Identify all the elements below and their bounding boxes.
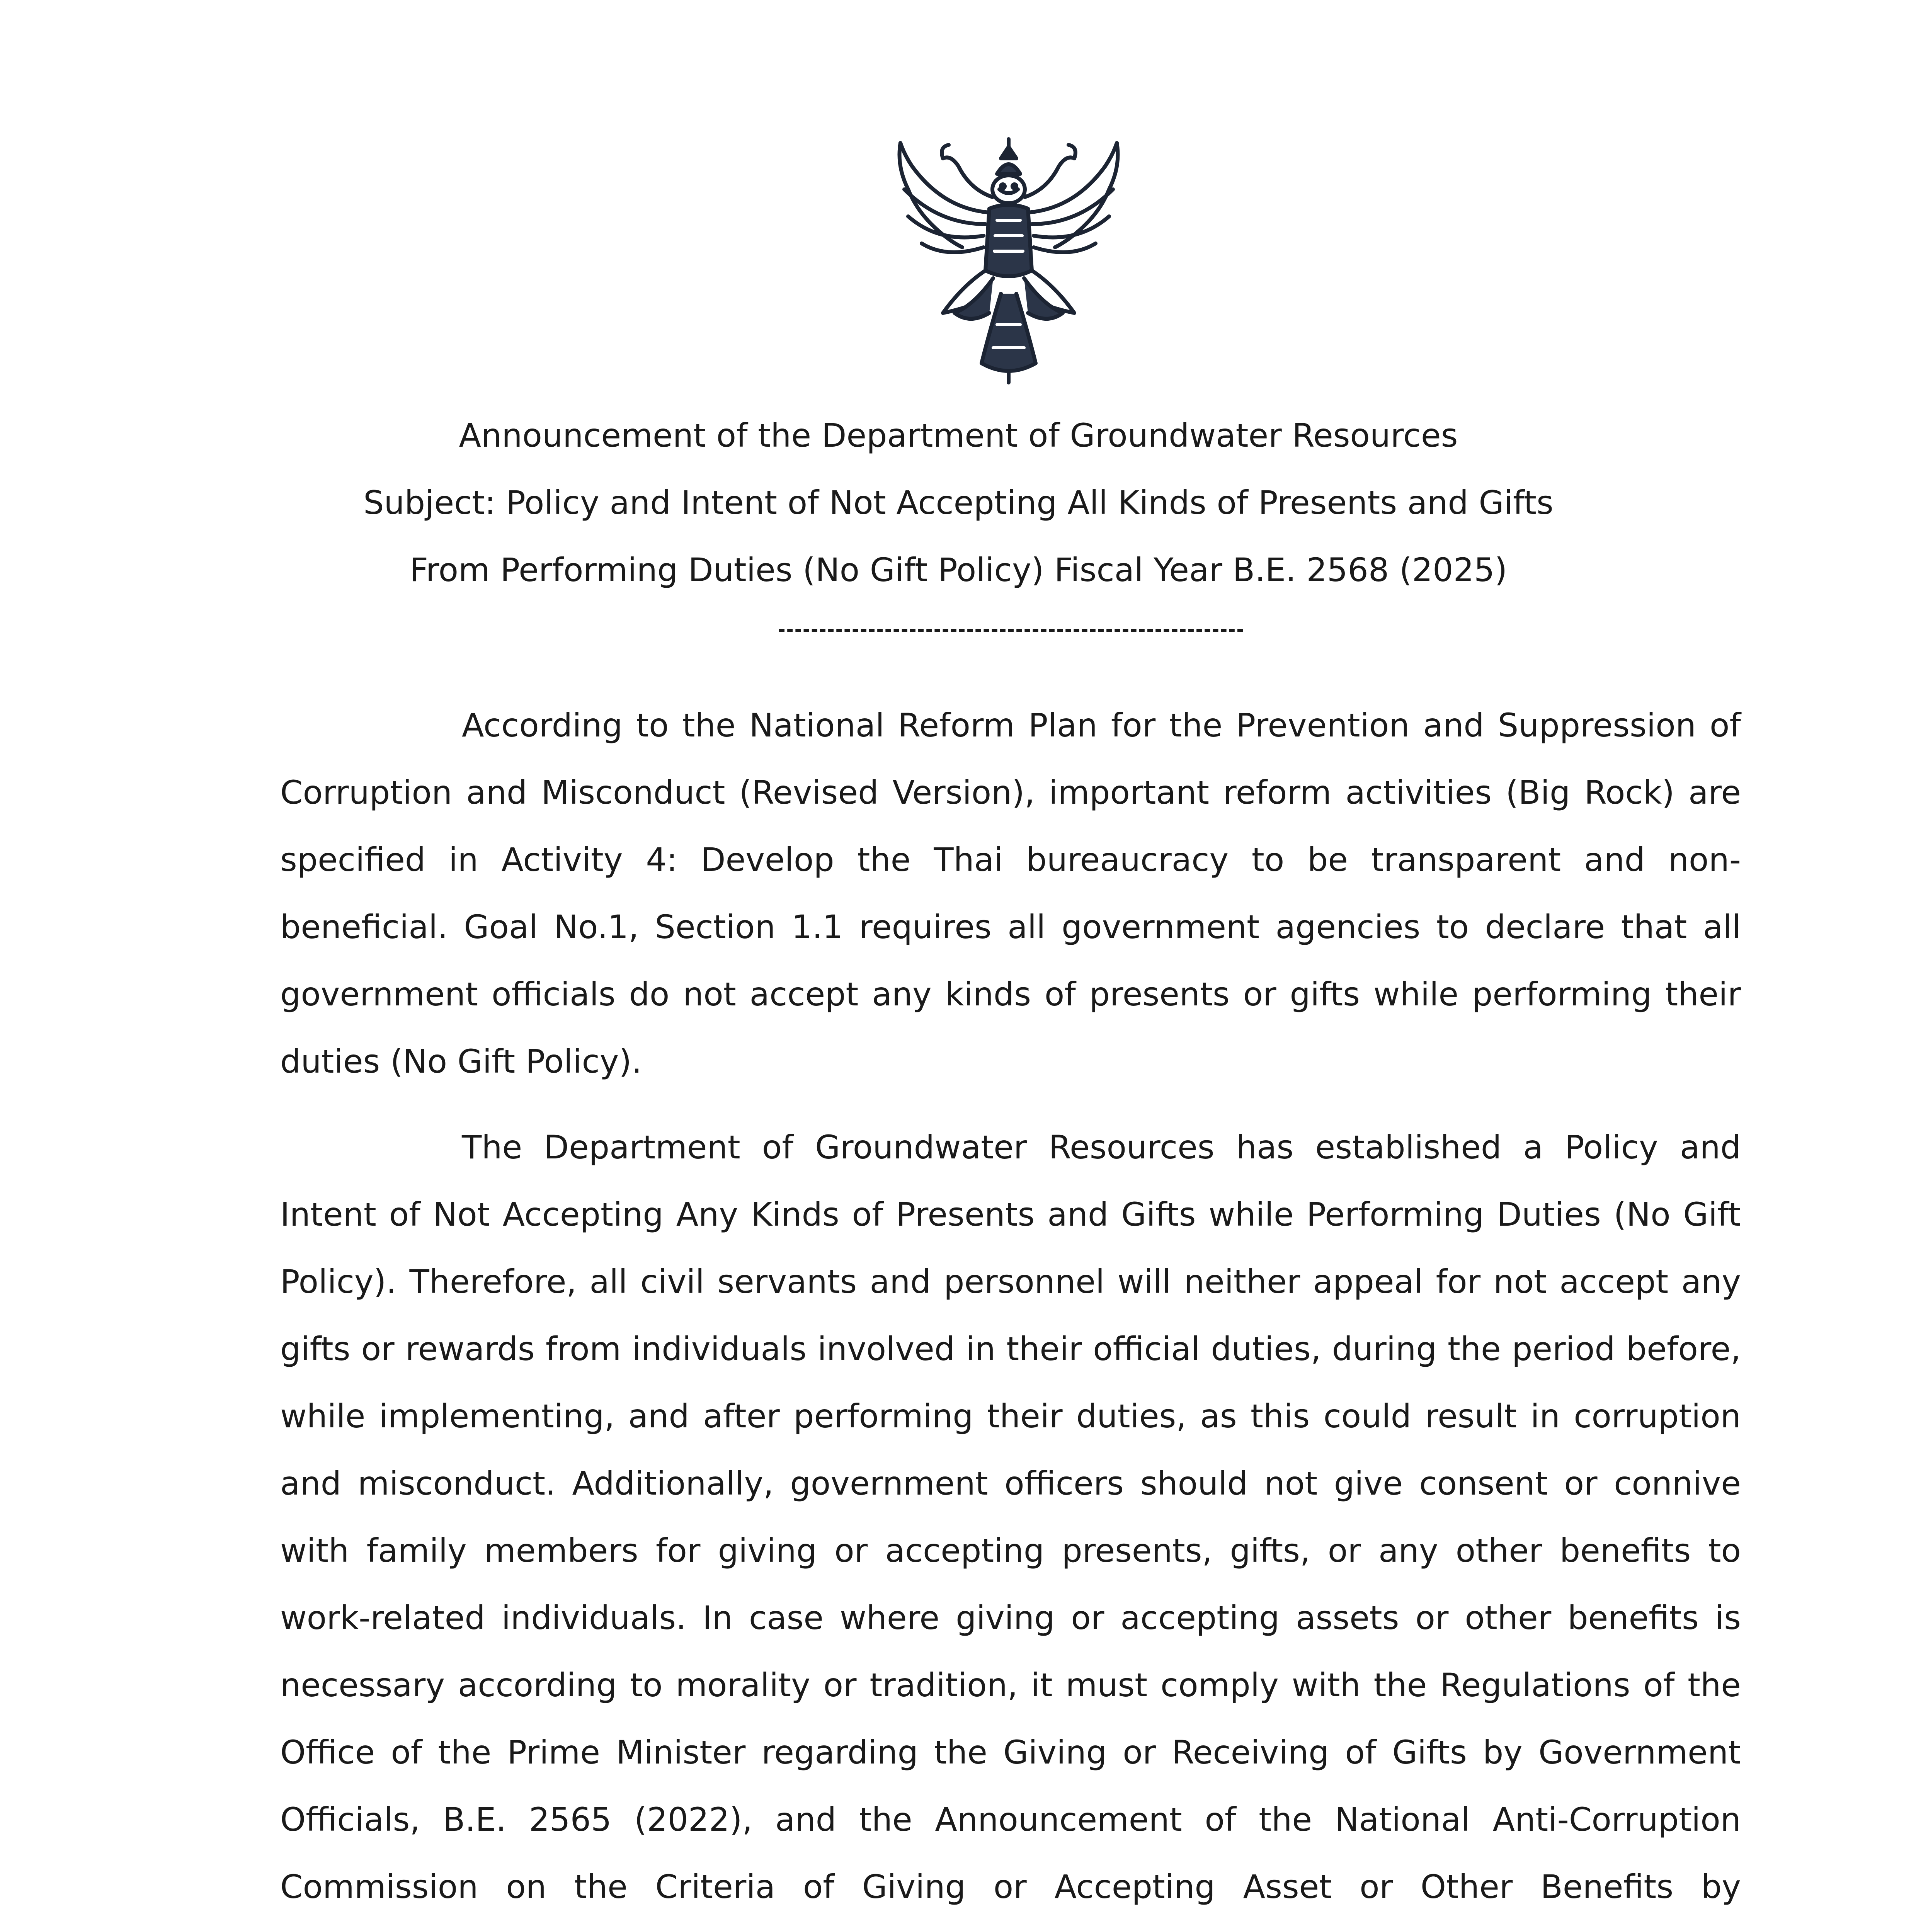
- announcement-subject: Subject: Policy and Intent of Not Accepting All Kinds of Presents and Gifts: [363, 484, 1554, 522]
- header-divider: [779, 629, 1243, 632]
- body-paragraph: The Department of Groundwater Resources has established a Policy and Intent of Not Accepting Any Kinds of Presents and Gifts while Performing Duties (No Gift Policy). Therefore, all civil servants and personnel will neither appeal for not accept any gifts or rewards from individuals involved in their official duties, during the period before, while implementing, and after performing their duties, as this could result in corruption and misconduct. Additionally, government officers should not give consent or connive with family members for giving or accepting presents, gifts, or any other benefits to work-related individuals. In case where giving or accepting assets or other benefits is necessary according to morality or tradition, it must comply with the Regulations of the Office of the Prime Minister regarding the Giving or Receiving of Gifts by Government Officials, B.E. 2565 (2022), and the Announcement of the National Anti-Corruption Commission on the Criteria of Giving or Accepting Asset or Other Benefits by: [280, 1128, 1741, 1906]
- announcement-header: [278, 402, 1639, 604]
- body-paragraph: According to the National Reform Plan for the Prevention and Suppression of Corruption and Misconduct (Revised Version), important reform activities (Big Rock) are specified in Activity 4: Develop the Thai bureaucracy to be transparent and non-beneficial. Goal No.1, Section 1.1 requires all government agencies to declare that all government officials do not accept any kinds of presents or gifts while performing their duties (No Gift Policy).: [280, 706, 1741, 1080]
- announcement-body: [280, 692, 1741, 1932]
- announcement-subject-cont: From Performing Duties (No Gift Policy) Fiscal Year B.E. 2568 (2025): [409, 551, 1508, 589]
- announcement-title: Announcement of the Department of Groundwater Resources: [459, 417, 1458, 454]
- garuda-emblem-icon: [885, 131, 1132, 386]
